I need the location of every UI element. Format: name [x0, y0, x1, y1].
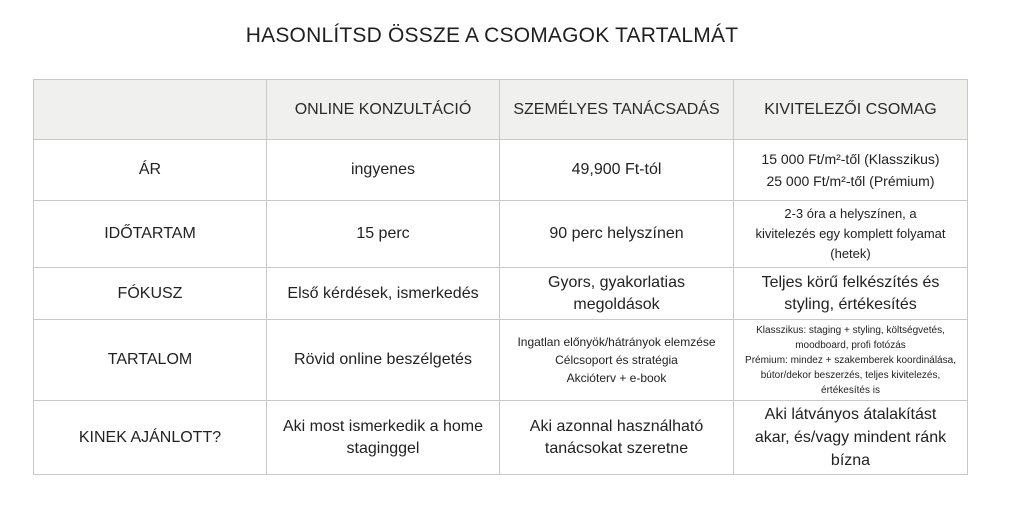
cell-line: staginggel	[346, 439, 420, 457]
row-label-duration: IDŐTARTAM	[34, 201, 267, 268]
cell-recommended-online	[267, 401, 500, 475]
cell-line: moodboard, profi fotózás	[795, 339, 906, 351]
cell-line: (hetek)	[830, 246, 871, 261]
cell-line: Akcióterv + e-book	[566, 371, 667, 385]
cell-line: értékesítés is	[821, 384, 880, 396]
cell-line: 2-3 óra a helyszínen, a	[784, 206, 917, 221]
comparison-table	[33, 79, 968, 475]
row-label-content: TARTALOM	[34, 320, 267, 401]
cell-line: 15 000 Ft/m²-től (Klasszikus)	[761, 151, 940, 167]
cell-line: Célcsoport és stratégia	[555, 353, 678, 367]
cell-duration-package	[734, 201, 968, 268]
cell-line: Aki azonnal használható	[529, 417, 704, 435]
header-contractor-package: KIVITELEZŐI CSOMAG	[734, 80, 968, 140]
cell-recommended-personal	[500, 401, 734, 475]
cell-line: Aki most ismerkedik a home	[282, 417, 484, 435]
cell-duration-online	[267, 201, 500, 268]
cell-focus-personal	[500, 268, 734, 320]
cell-line: tanácsokat szeretne	[544, 439, 689, 457]
row-label-recommended-for: KINEK AJÁNLOTT?	[34, 401, 267, 475]
cell-content-online	[267, 320, 500, 401]
cell-line: Első kérdések, ismerkedés	[287, 284, 479, 302]
cell-price-online	[267, 140, 500, 201]
cell-duration-personal	[500, 201, 734, 268]
cell-focus-package	[734, 268, 968, 320]
cell-content-personal	[500, 320, 734, 401]
cell-line: Gyors, gyakorlatias	[548, 273, 685, 291]
cell-line: akar, és/vagy mindent ránk	[754, 429, 947, 446]
cell-line: Ingatlan előnyök/hátrányok elemzése	[517, 335, 716, 349]
cell-content-package	[734, 320, 968, 401]
cell-focus-online	[267, 268, 500, 320]
table-row-recommended-for	[34, 401, 968, 475]
header-corner-cell	[34, 80, 267, 140]
cell-price-personal	[500, 140, 734, 201]
cell-line: 90 perc helyszínen	[549, 225, 684, 242]
cell-line: Prémium: mindez + szakemberek koordinálása,	[745, 354, 956, 366]
table-row-content	[34, 320, 968, 401]
cell-line: styling, értékesítés	[784, 295, 917, 313]
cell-price-package	[734, 140, 968, 201]
header-online-consultation: ONLINE KONZULTÁCIÓ	[267, 80, 500, 140]
table-row-duration	[34, 201, 968, 268]
cell-recommended-package	[734, 401, 968, 475]
table-row-focus	[34, 268, 968, 320]
cell-line: 25 000 Ft/m²-től (Prémium)	[766, 173, 935, 189]
cell-line: Teljes körű felkészítés és	[761, 273, 940, 291]
cell-line: Rövid online beszélgetés	[294, 351, 472, 368]
cell-line: 15 perc	[356, 225, 410, 242]
cell-line: bízna	[830, 452, 871, 469]
cell-line: Klasszikus: staging + styling, költségvetés,	[756, 324, 945, 336]
row-label-focus: FÓKUSZ	[34, 268, 267, 320]
cell-line: 49,900 Ft-tól	[571, 161, 662, 178]
table-row-price	[34, 140, 968, 201]
cell-line: bútor/dekor beszerzés, teljes kivitelezés,	[760, 369, 941, 381]
header-personal-advice: SZEMÉLYES TANÁCSADÁS	[500, 80, 734, 140]
row-label-price: ÁR	[34, 140, 267, 201]
cell-line: kivitelezés egy komplett folyamat	[755, 226, 946, 241]
table-header-row	[34, 80, 968, 140]
cell-line: megoldások	[573, 295, 660, 313]
cell-line: Aki látványos átalakítást	[764, 406, 937, 423]
page-title: HASONLÍTSD ÖSSZE A CSOMAGOK TARTALMÁT	[245, 24, 739, 47]
cell-line: ingyenes	[350, 161, 416, 178]
